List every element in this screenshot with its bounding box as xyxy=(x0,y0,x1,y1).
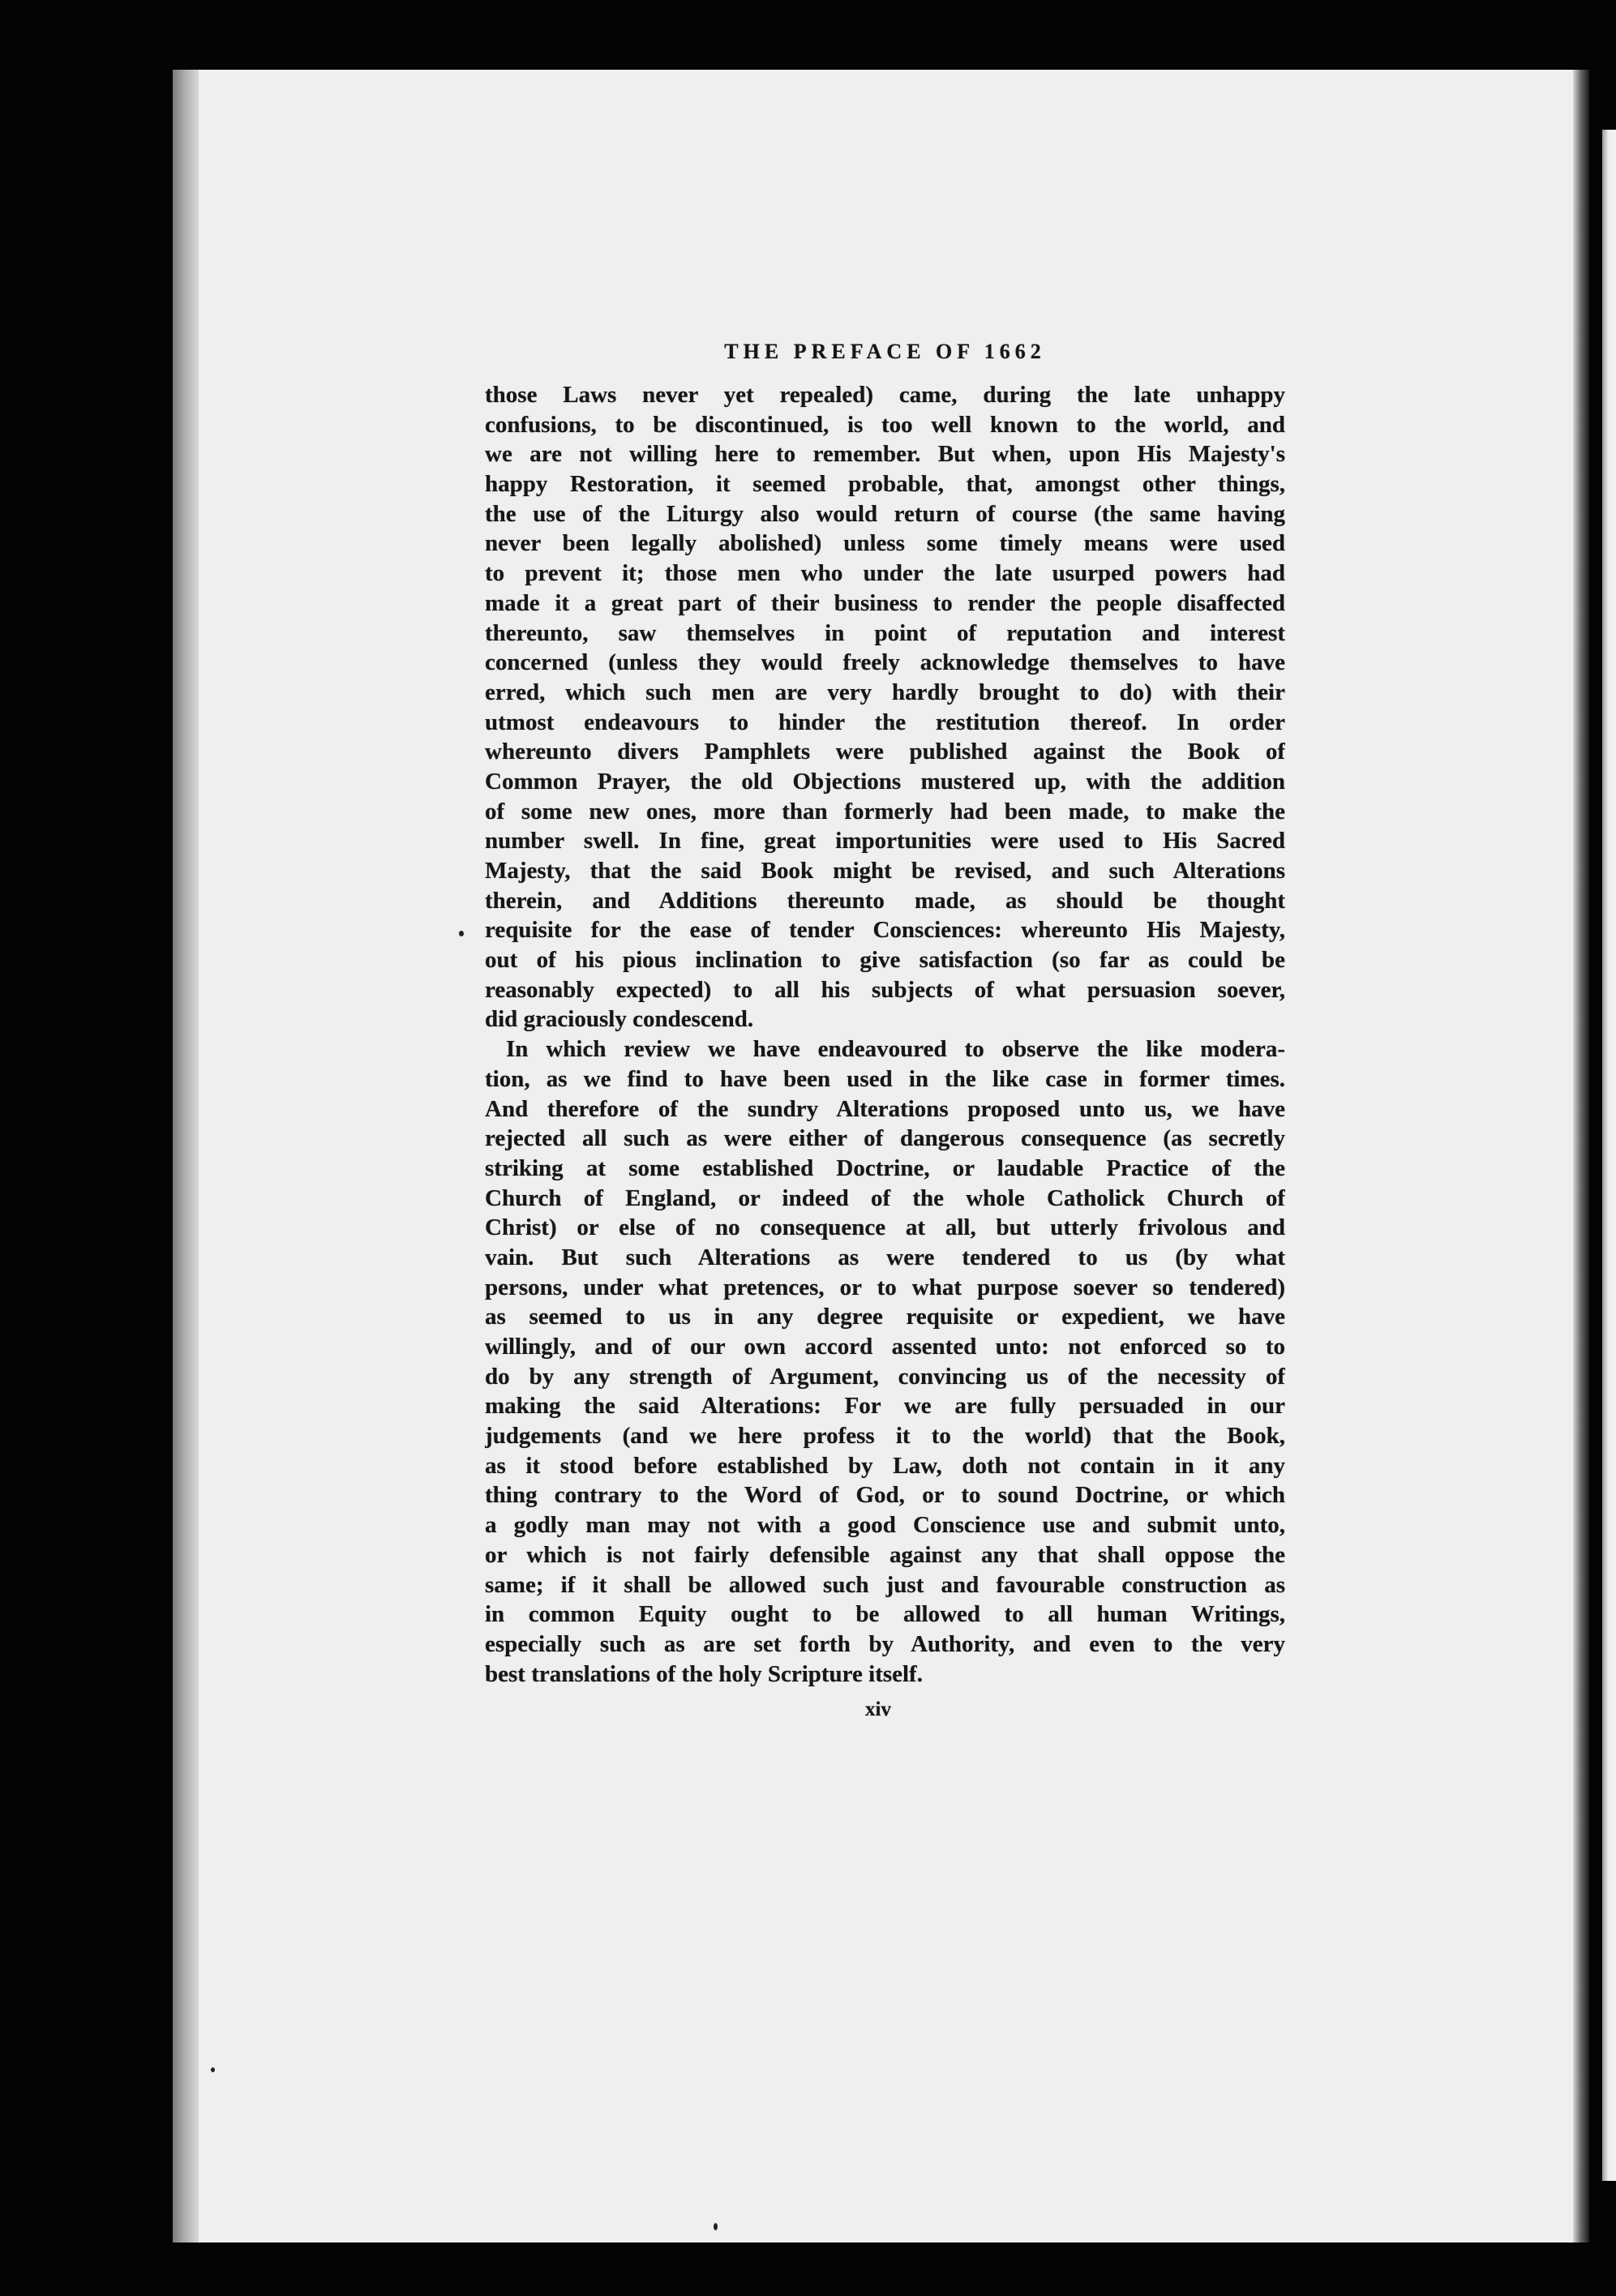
paragraph xyxy=(485,380,1285,1034)
text-line: a godly man may not with a good Conscience use and submit unto, xyxy=(485,1512,1285,1539)
text-line: we are not willing here to remember. But when, upon His Majesty's xyxy=(485,441,1285,468)
text-line: thing contrary to the Word of God, or to sound Doctrine, or which xyxy=(485,1482,1285,1509)
text-line: Majesty, that the said Book might be revised, and such Alterations xyxy=(485,858,1285,884)
text-line: best translations of the holy Scripture itself. xyxy=(485,1660,923,1687)
text-line: therein, and Additions thereunto made, as should be thought xyxy=(485,887,1285,914)
text-line: made it a great part of their business to render the people disaffected xyxy=(485,589,1285,616)
text-line: And therefore of the sundry Alterations proposed unto us, we have xyxy=(485,1095,1285,1122)
text-line: or which is not fairly defensible against any that shall oppose the xyxy=(485,1541,1285,1568)
text-line: persons, under what pretences, or to what purpose soever so tendered) xyxy=(485,1274,1285,1300)
text-line: In which review we have endeavoured to observe the like modera- xyxy=(506,1036,1285,1063)
text-line: erred, which such men are very hardly brought to do) with their xyxy=(485,679,1285,705)
scan-speck xyxy=(459,931,464,936)
scan-speck xyxy=(211,2067,215,2072)
text-line: especially such as are set forth by Authority, and even to the very xyxy=(485,1630,1285,1657)
text-line: of some new ones, more than formerly had been made, to make the xyxy=(485,798,1285,825)
text-line: concerned (unless they would freely acknowledge themselves to have xyxy=(485,649,1285,676)
text-line: willingly, and of our own accord assented unto: not enforced so to xyxy=(485,1334,1285,1360)
text-line: judgements (and we here profess it to the world) that the Book, xyxy=(485,1423,1285,1450)
text-line: out of his pious inclination to give satisfaction (so far as could be xyxy=(485,947,1285,974)
text-line: requisite for the ease of tender Consciences: whereunto His Majesty, xyxy=(485,917,1285,944)
text-line: thereunto, saw themselves in point of reputation and interest xyxy=(485,619,1285,646)
text-line: do by any strength of Argument, convincing us of the necessity of xyxy=(485,1363,1285,1390)
text-line: happy Restoration, it seemed probable, that, amongst other things, xyxy=(485,471,1285,498)
running-head: THE PREFACE OF 1662 xyxy=(724,340,1046,363)
text-line: did graciously condescend. xyxy=(485,1006,754,1033)
text-line: never been legally abolished) unless some timely means were used xyxy=(485,530,1285,557)
text-line: same; if it shall be allowed such just and favourable construction as xyxy=(485,1571,1285,1598)
adjacent-page-edge xyxy=(1602,130,1616,2181)
text-line: rejected all such as were either of dangerous consequence (as secretly xyxy=(485,1125,1285,1152)
text-line: tion, as we find to have been used in the like case in former times. xyxy=(485,1065,1285,1092)
body-text xyxy=(485,380,1285,1689)
text-line: whereunto divers Pamphlets were published against the Book of xyxy=(485,739,1285,765)
text-line: Common Prayer, the old Objections mustered up, with the addition xyxy=(485,768,1285,795)
text-line: Christ) or else of no consequence at all, but utterly frivolous and xyxy=(485,1214,1285,1241)
page-left-edge xyxy=(173,70,199,2242)
text-line: number swell. In fine, great importunities were used to His Sacred xyxy=(485,828,1285,855)
text-line: in common Equity ought to be allowed to all human Writings, xyxy=(485,1601,1285,1628)
text-line: making the said Alterations: For we are fully persuaded in our xyxy=(485,1393,1285,1420)
text-line: vain. But such Alterations as were tendered to us (by what xyxy=(485,1244,1285,1270)
text-line: as seemed to us in any degree requisite or expedient, we have xyxy=(485,1304,1285,1330)
text-line: the use of the Liturgy also would return of course (the same having xyxy=(485,500,1285,527)
text-line: those Laws never yet repealed) came, during the late unhappy xyxy=(485,382,1285,408)
text-line: Church of England, or indeed of the whole Catholick Church of xyxy=(485,1184,1285,1211)
text-line: as it stood before established by Law, doth not contain in it any xyxy=(485,1452,1285,1479)
text-line: utmost endeavours to hinder the restitution thereof. In order xyxy=(485,709,1285,735)
text-line: confusions, to be discontinued, is too well known to the world, and xyxy=(485,411,1285,438)
scan-speck xyxy=(714,2223,718,2230)
text-line: striking at some established Doctrine, or laudable Practice of the xyxy=(485,1154,1285,1181)
folio: xiv xyxy=(865,1698,891,1720)
page-right-shadow xyxy=(1573,70,1589,2242)
text-line: reasonably expected) to all his subjects of what persuasion soever, xyxy=(485,976,1285,1003)
paragraph xyxy=(485,1034,1285,1689)
text-line: to prevent it; those men who under the late usurped powers had xyxy=(485,560,1285,587)
